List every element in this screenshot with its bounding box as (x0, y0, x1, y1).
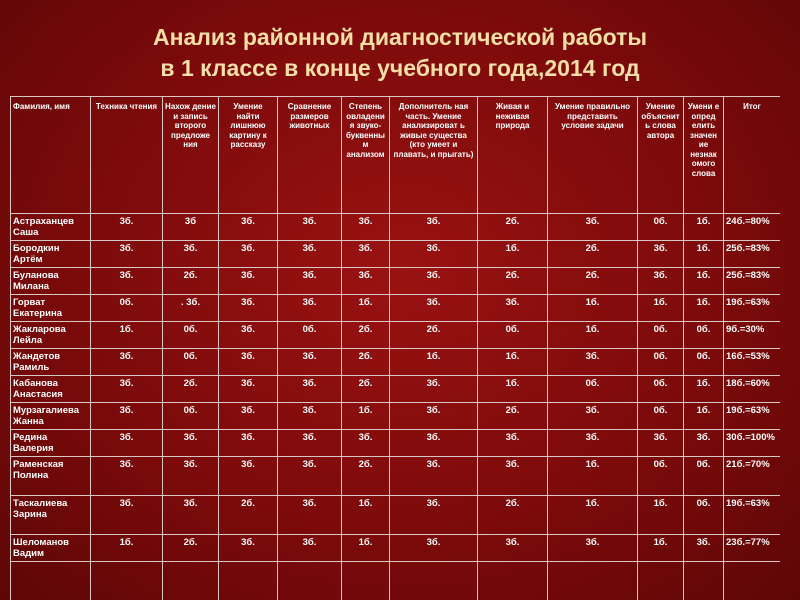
score-cell: 1б. (342, 403, 390, 430)
score-cell: 3б. (390, 535, 478, 562)
score-cell: 3б. (91, 403, 163, 430)
column-header: Умение объяснит ь слова автора (638, 97, 684, 214)
score-cell: 3б. (478, 295, 548, 322)
empty-cell (638, 562, 684, 600)
score-cell: 3б. (219, 295, 278, 322)
score-cell: 3б. (91, 268, 163, 295)
total-score-cell: 24б.=80% (724, 214, 781, 241)
table-row (11, 322, 781, 349)
student-name-cell: Бородкин Артём (11, 241, 91, 268)
score-cell: 1б. (638, 496, 684, 535)
score-cell: 3б. (278, 295, 342, 322)
score-cell: 3б. (390, 268, 478, 295)
score-cell: 3б. (219, 376, 278, 403)
score-cell: 3б. (278, 241, 342, 268)
score-cell: 2б. (478, 214, 548, 241)
score-cell: 1б. (638, 295, 684, 322)
student-name-cell: Шеломанов Вадим (11, 535, 91, 562)
score-cell: 1б. (684, 295, 724, 322)
score-cell: 1б. (342, 496, 390, 535)
score-cell: 3б. (219, 214, 278, 241)
student-name-cell: Кабанова Анастасия (11, 376, 91, 403)
empty-cell (278, 562, 342, 600)
score-cell: 0б. (684, 496, 724, 535)
total-score-cell: 18б.=60% (724, 376, 781, 403)
score-cell: 3б. (278, 535, 342, 562)
empty-cell (11, 562, 91, 600)
score-cell: 2б. (342, 457, 390, 496)
student-name-cell: Таскалиева Зарина (11, 496, 91, 535)
table-row (11, 403, 781, 430)
table-row (11, 268, 781, 295)
score-cell: 3б. (342, 430, 390, 457)
column-header: Степень овладени я звуко-буквенны м анализом (342, 97, 390, 214)
score-cell: 2б. (478, 496, 548, 535)
table-row (11, 349, 781, 376)
score-cell: 2б. (163, 376, 219, 403)
score-cell: 2б. (390, 322, 478, 349)
table-row (11, 535, 781, 562)
table-row (11, 295, 781, 322)
score-cell: 3б. (91, 349, 163, 376)
score-cell: 1б. (342, 535, 390, 562)
table-row (11, 214, 781, 241)
score-cell: 3б. (548, 430, 638, 457)
score-cell: 2б. (548, 268, 638, 295)
score-cell: 0б. (548, 376, 638, 403)
score-cell: 3б. (219, 430, 278, 457)
score-cell: 3б. (278, 496, 342, 535)
score-cell: 0б. (163, 322, 219, 349)
score-cell: 3б. (219, 322, 278, 349)
score-cell: 3б. (548, 214, 638, 241)
score-cell: 3б. (219, 457, 278, 496)
title-line-1: Анализ районной диагностической работы (152, 24, 648, 50)
empty-cell (342, 562, 390, 600)
empty-cell (684, 562, 724, 600)
total-score-cell: 25б.=83% (724, 268, 781, 295)
score-cell: 3б. (548, 535, 638, 562)
column-header: Умение правильно представить условие задачи (548, 97, 638, 214)
total-score-cell: 23б.=77% (724, 535, 781, 562)
score-cell: 3б. (278, 457, 342, 496)
column-header: Дополнитель ная часть. Умение анализироват ь живые существа (кто умеет и плавать, и прыгать) (390, 97, 478, 214)
slide-title (0, 22, 800, 84)
score-cell: 3б. (219, 403, 278, 430)
score-cell: 3б. (91, 214, 163, 241)
score-cell: 2б. (548, 241, 638, 268)
table-body (11, 214, 781, 600)
results-table-container (10, 96, 780, 600)
score-cell: 2б. (342, 376, 390, 403)
table-row (11, 430, 781, 457)
score-cell: 0б. (684, 349, 724, 376)
score-cell: 3б. (638, 430, 684, 457)
student-name-cell: Буланова Милана (11, 268, 91, 295)
score-cell: 0б. (684, 457, 724, 496)
score-cell: 1б. (684, 241, 724, 268)
score-cell: 0б. (163, 349, 219, 376)
total-score-cell: 21б.=70% (724, 457, 781, 496)
student-name-cell: Мурзагалиева Жанна (11, 403, 91, 430)
column-header: Умени е опред елить значен ие незнак омого слова (684, 97, 724, 214)
total-score-cell: 9б.=30% (724, 322, 781, 349)
score-cell: 0б. (478, 322, 548, 349)
table-row (11, 457, 781, 496)
score-cell: 3б. (390, 430, 478, 457)
score-cell: 3б. (342, 241, 390, 268)
empty-cell (724, 562, 781, 600)
score-cell: 3б. (278, 268, 342, 295)
score-cell: 2б. (342, 322, 390, 349)
score-cell: 0б. (638, 376, 684, 403)
score-cell: 3б. (163, 496, 219, 535)
score-cell: 0б. (638, 457, 684, 496)
empty-cell (390, 562, 478, 600)
student-name-cell: Раменская Полина (11, 457, 91, 496)
score-cell: 3б. (548, 349, 638, 376)
column-header: Техника чтения (91, 97, 163, 214)
score-cell: 3б. (390, 376, 478, 403)
total-score-cell: 30б.=100% (724, 430, 781, 457)
score-cell: 3б. (548, 403, 638, 430)
score-cell: 1б. (91, 322, 163, 349)
results-table (10, 96, 780, 600)
score-cell: 2б. (163, 268, 219, 295)
empty-cell (478, 562, 548, 600)
score-cell: 3б. (684, 430, 724, 457)
student-name-cell: Жакларова Лейла (11, 322, 91, 349)
score-cell: 3б. (390, 496, 478, 535)
score-cell: 3б. (163, 457, 219, 496)
score-cell: 1б. (638, 535, 684, 562)
total-score-cell: 19б.=63% (724, 403, 781, 430)
empty-cell (219, 562, 278, 600)
table-row (11, 376, 781, 403)
table-row (11, 496, 781, 535)
score-cell: 1б. (684, 268, 724, 295)
score-cell: 0б. (638, 322, 684, 349)
empty-row (11, 562, 781, 600)
title-line-2: в 1 классе в конце учебного года,2014 год (160, 55, 640, 81)
table-row (11, 241, 781, 268)
score-cell: 0б. (684, 322, 724, 349)
score-cell: 3б. (390, 214, 478, 241)
score-cell: 0б. (278, 322, 342, 349)
score-cell: . 3б. (163, 295, 219, 322)
score-cell: 1б. (548, 496, 638, 535)
score-cell: 3б. (342, 214, 390, 241)
score-cell: 2б. (478, 403, 548, 430)
column-header: Умение найти лишнюю картину к рассказу (219, 97, 278, 214)
score-cell: 3б. (91, 457, 163, 496)
score-cell: 3б. (219, 241, 278, 268)
score-cell: 3б. (390, 457, 478, 496)
score-cell: 3б. (684, 535, 724, 562)
score-cell: 3б. (163, 241, 219, 268)
score-cell: 1б. (684, 214, 724, 241)
column-header: Живая и неживая природа (478, 97, 548, 214)
score-cell: 0б. (91, 295, 163, 322)
student-name-cell: Редина Валерия (11, 430, 91, 457)
score-cell: 3б. (478, 430, 548, 457)
column-header: Нахож дение и запись второго предложе ния (163, 97, 219, 214)
score-cell: 2б. (219, 496, 278, 535)
empty-cell (163, 562, 219, 600)
total-score-cell: 19б.=63% (724, 295, 781, 322)
column-header: Фамилия, имя (11, 97, 91, 214)
score-cell: 1б. (342, 295, 390, 322)
score-cell: 3б. (278, 376, 342, 403)
score-cell: 1б. (478, 241, 548, 268)
score-cell: 1б. (548, 457, 638, 496)
student-name-cell: Горват Екатерина (11, 295, 91, 322)
column-header: Итог (724, 97, 781, 214)
score-cell: 0б. (638, 349, 684, 376)
score-cell: 1б. (684, 376, 724, 403)
score-cell: 3б. (219, 535, 278, 562)
score-cell: 3б. (390, 295, 478, 322)
score-cell: 3б. (91, 496, 163, 535)
score-cell: 3б. (163, 430, 219, 457)
column-header: Сравнение размеров животных (278, 97, 342, 214)
score-cell: 1б. (91, 535, 163, 562)
score-cell: 3б. (91, 376, 163, 403)
score-cell: 3б. (638, 241, 684, 268)
score-cell: 1б. (390, 349, 478, 376)
total-score-cell: 25б.=83% (724, 241, 781, 268)
score-cell: 1б. (478, 376, 548, 403)
score-cell: 3б. (278, 430, 342, 457)
score-cell: 3б. (91, 241, 163, 268)
total-score-cell: 19б.=63% (724, 496, 781, 535)
score-cell: 3б. (278, 403, 342, 430)
score-cell: 3б. (390, 241, 478, 268)
score-cell: 3б. (638, 268, 684, 295)
total-score-cell: 16б.=53% (724, 349, 781, 376)
score-cell: 0б. (163, 403, 219, 430)
score-cell: 2б. (163, 535, 219, 562)
score-cell: 1б. (684, 403, 724, 430)
score-cell: 1б. (478, 349, 548, 376)
score-cell: 3б (163, 214, 219, 241)
empty-cell (91, 562, 163, 600)
student-name-cell: Жандетов Рамиль (11, 349, 91, 376)
score-cell: 3б. (278, 349, 342, 376)
score-cell: 0б. (638, 403, 684, 430)
score-cell: 3б. (390, 403, 478, 430)
student-name-cell: Астраханцев Саша (11, 214, 91, 241)
header-row (11, 97, 781, 214)
empty-cell (548, 562, 638, 600)
score-cell: 2б. (342, 349, 390, 376)
score-cell: 2б. (478, 268, 548, 295)
score-cell: 3б. (478, 535, 548, 562)
score-cell: 3б. (342, 268, 390, 295)
score-cell: 1б. (548, 322, 638, 349)
score-cell: 3б. (219, 349, 278, 376)
score-cell: 3б. (91, 430, 163, 457)
score-cell: 0б. (638, 214, 684, 241)
score-cell: 3б. (219, 268, 278, 295)
score-cell: 3б. (278, 214, 342, 241)
score-cell: 3б. (478, 457, 548, 496)
score-cell: 1б. (548, 295, 638, 322)
